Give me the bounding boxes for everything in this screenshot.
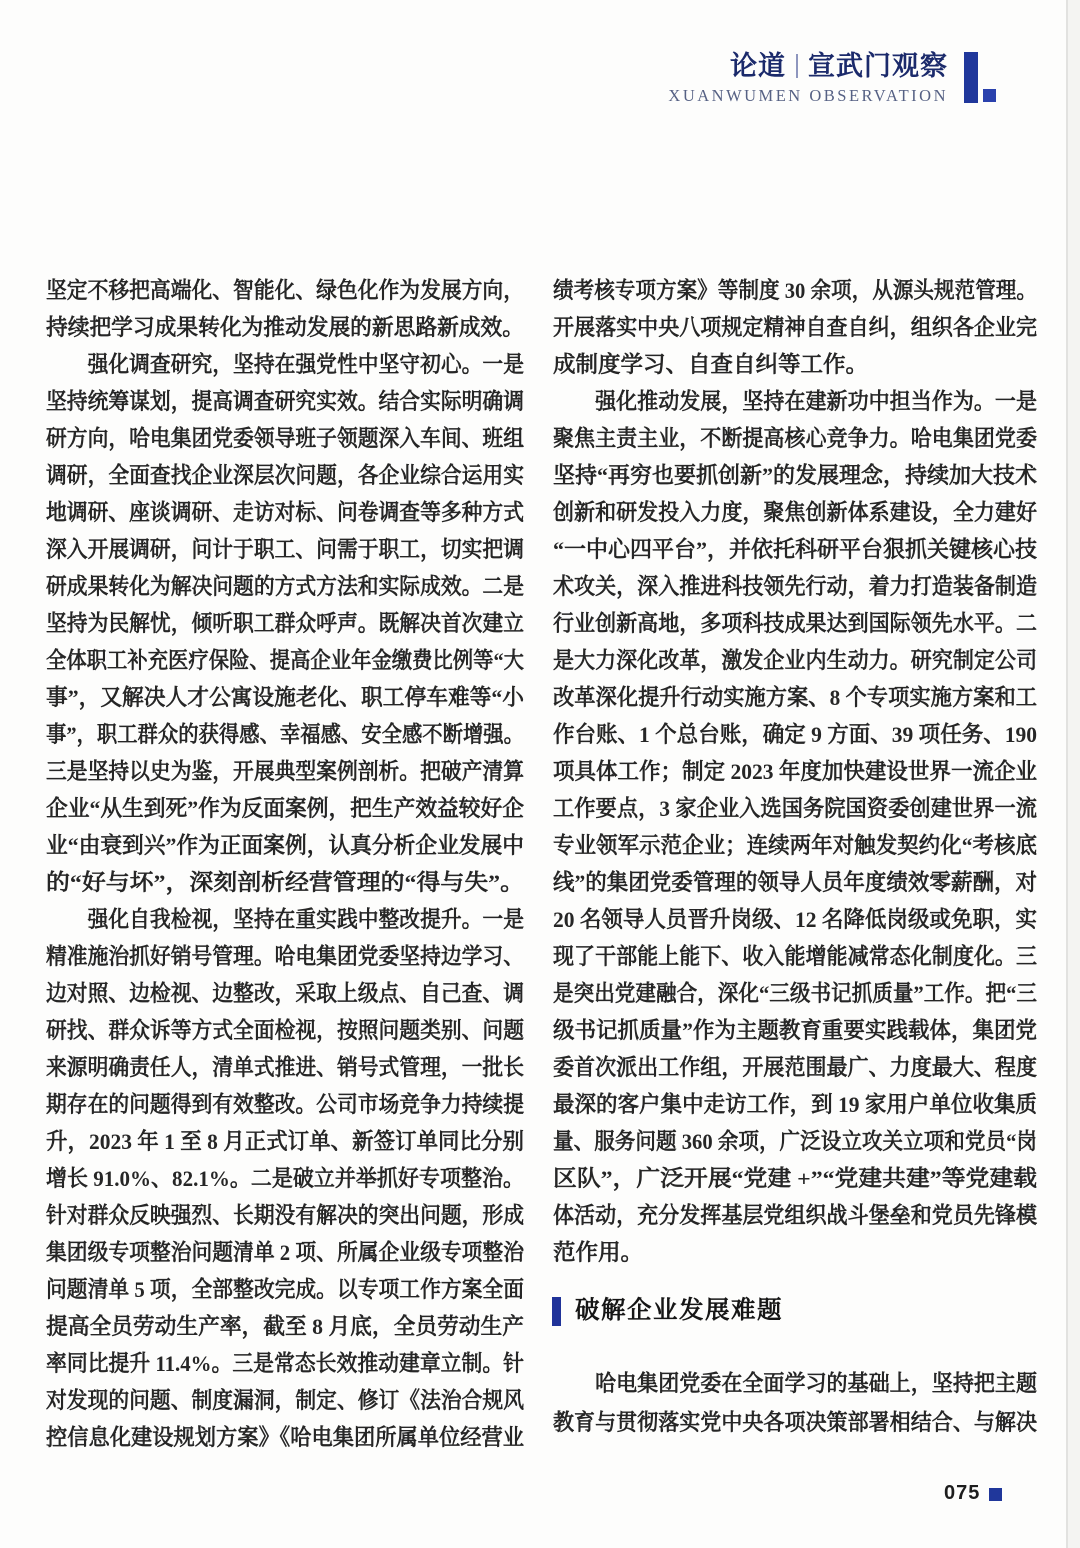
header-title-zh-left: 论道 — [730, 51, 786, 81]
text-line: 开展落实中央八项规定精神自查自纠，组织各企业完 — [553, 315, 1037, 340]
text-line: 体活动，充分发挥基层党组织战斗堡垒和党员先锋模 — [553, 1203, 1037, 1228]
text-line: 来源明确责任人，清单式推进、销号式管理，一批长 — [46, 1055, 524, 1080]
section-paragraph — [553, 1364, 1037, 1442]
page-footer — [944, 1482, 1002, 1504]
text-line: 坚定不移把高端化、智能化、绿色化作为发展方向， — [46, 278, 524, 303]
text-line: 强化推动发展，坚持在建新功中担当作为。一是 — [553, 389, 1037, 414]
header-titles — [668, 50, 948, 106]
text-line: 区队”，广泛开展“党建 +”“党建共建”等党建载 — [553, 1166, 1037, 1191]
text-line: 最深的客户集中走访工作，到 19 家用户单位收集质 — [553, 1092, 1037, 1117]
text-line: 成制度学习、自查自纠等工作。 — [553, 352, 869, 377]
section-heading-text: 破解企业发展难题 — [575, 1297, 783, 1324]
right-text-column — [553, 272, 1037, 1271]
text-line: 行业创新高地，多项科技成果达到国际领先水平。二 — [553, 611, 1037, 636]
left-text-column — [46, 272, 524, 1456]
text-line: 提高全员劳动生产率，截至 8 月底，全员劳动生产 — [46, 1314, 524, 1339]
scan-edge-line — [1066, 0, 1068, 1548]
text-line: 作台账、1 个总台账，确定 9 方面、39 项任务、190 — [553, 722, 1037, 747]
text-line: 坚持为民解忧，倾听职工群众呼声。既解决首次建立 — [46, 611, 524, 636]
text-line: 坚持统筹谋划，提高调查研究实效。结合实际明确调 — [46, 389, 524, 414]
header-logo-mark — [964, 52, 998, 114]
text-line: 范作用。 — [553, 1240, 644, 1265]
text-line: 边对照、边检视、边整改，采取上级点、自己查、调 — [46, 981, 524, 1006]
text-line: 企业“从生到死”作为反面案例，把生产效益较好企 — [46, 796, 524, 821]
header-title-zh — [668, 50, 948, 82]
footer-square-icon — [989, 1488, 1002, 1501]
text-line: 调研，全面查找企业深层次问题，各企业综合运用实 — [46, 463, 524, 488]
text-line: 期存在的问题得到有效整改。公司市场竞争力持续提 — [46, 1092, 524, 1117]
logo-bar-icon — [964, 52, 978, 103]
text-line: 强化调查研究，坚持在强党性中坚守初心。一是 — [46, 352, 524, 377]
text-line: 针对群众反映强烈、长期没有解决的突出问题，形成 — [46, 1203, 524, 1228]
scan-edge-shade — [1068, 0, 1080, 1548]
text-line: 事”，职工群众的获得感、幸福感、安全感不断增强。 — [46, 722, 524, 747]
text-line: 持续把学习成果转化为推动发展的新思路新成效。 — [46, 315, 524, 340]
header-title-divider — [796, 54, 798, 78]
text-line: 研找、群众诉等方式全面检视，按照问题类别、问题 — [46, 1018, 524, 1043]
text-line: 专业领军示范企业；连续两年对触发契约化“考核底 — [553, 833, 1037, 858]
text-line: 是大力深化改革，激发企业内生动力。研究制定公司 — [553, 648, 1037, 673]
page-number: 075 — [944, 1482, 981, 1504]
text-line: 深入开展调研，问计于职工、问需于职工，切实把调 — [46, 537, 524, 562]
text-line: 集团级专项整治问题清单 2 项、所属企业级专项整治 — [46, 1240, 524, 1265]
text-line: 是突出党建融合，深化“三级书记抓质量”工作。把“三 — [553, 981, 1037, 1006]
text-line: 业“由衰到兴”作为正面案例，认真分析企业发展中 — [46, 833, 524, 858]
heading-bar-icon — [552, 1297, 561, 1326]
text-line: 20 名领导人员晋升岗级、12 名降低岗级或免职，实 — [553, 907, 1037, 932]
text-line: 控信息化建设规划方案》《哈电集团所属单位经营业 — [46, 1425, 524, 1450]
text-line: 增长 91.0%、82.1%。二是破立并举抓好专项整治。 — [46, 1166, 524, 1191]
text-line: 教育与贯彻落实党中央各项决策部署相结合、与解决 — [553, 1410, 1037, 1435]
text-line: 项具体工作；制定 2023 年度加快建设世界一流企业 — [553, 759, 1037, 784]
text-line: 线”的集团党委管理的领导人员年度绩效零薪酬，对 — [553, 870, 1037, 895]
text-line: 全体职工补充医疗保险、提高企业年金缴费比例等“大 — [46, 648, 524, 673]
header-title-zh-right: 宣武门观察 — [808, 51, 948, 81]
text-line: 问题清单 5 项，全部整改完成。以专项工作方案全面 — [46, 1277, 524, 1302]
text-line: 工作要点，3 家企业入选国务院国资委创建世界一流 — [553, 796, 1037, 821]
page-header — [668, 50, 998, 114]
text-line: 改革深化提升行动实施方案、8 个专项实施方案和工 — [553, 685, 1037, 710]
text-line: 事”，又解决人才公寓设施老化、职工停车难等“小 — [46, 685, 524, 710]
text-line: “一中心四平台”，并依托科研平台狠抓关键核心技 — [553, 537, 1037, 562]
text-line: 三是坚持以史为鉴，开展典型案例剖析。把破产清算 — [46, 759, 524, 784]
text-line: 量、服务问题 360 余项，广泛设立攻关立项和党员“岗 — [553, 1129, 1037, 1154]
section-heading — [552, 1296, 1036, 1326]
text-line: 研成果转化为解决问题的方式方法和实际成效。二是 — [46, 574, 524, 599]
logo-square-icon — [983, 89, 996, 102]
text-line: 委首次派出工作组，开展范围最广、力度最大、程度 — [553, 1055, 1037, 1080]
text-line: 哈电集团党委在全面学习的基础上，坚持把主题 — [553, 1371, 1037, 1396]
header-subtitle-en: XUANWUMEN OBSERVATION — [668, 86, 948, 105]
text-line: 创新和研发投入力度，聚焦创新体系建设，全力建好 — [553, 500, 1037, 525]
text-line: 坚持“再穷也要抓创新”的发展理念，持续加大技术 — [553, 463, 1037, 488]
text-line: 聚焦主责主业，不断提高核心竞争力。哈电集团党委 — [553, 426, 1037, 451]
text-line: 升，2023 年 1 至 8 月正式订单、新签订单同比分别 — [46, 1129, 524, 1154]
text-line: 精准施治抓好销号管理。哈电集团党委坚持边学习、 — [46, 944, 524, 969]
text-line: 对发现的问题、制度漏洞，制定、修订《法治合规风 — [46, 1388, 524, 1413]
text-line: 级书记抓质量”作为主题教育重要实践载体，集团党 — [553, 1018, 1037, 1043]
text-line: 的“好与坏”，深刻剖析经营管理的“得与失”。 — [46, 870, 524, 895]
text-line: 术攻关，深入推进科技领先行动，着力打造装备制造 — [553, 574, 1037, 599]
text-line: 率同比提升 11.4%。三是常态长效推动建章立制。针 — [46, 1351, 524, 1376]
text-line: 研方向，哈电集团党委领导班子领题深入车间、班组 — [46, 426, 524, 451]
text-line: 现了干部能上能下、收入能增能减常态化制度化。三 — [553, 944, 1037, 969]
text-line: 绩考核专项方案》等制度 30 余项，从源头规范管理。 — [553, 278, 1037, 303]
text-line: 地调研、座谈调研、走访对标、问卷调查等多种方式 — [46, 500, 524, 525]
text-line: 强化自我检视，坚持在重实践中整改提升。一是 — [46, 907, 524, 932]
